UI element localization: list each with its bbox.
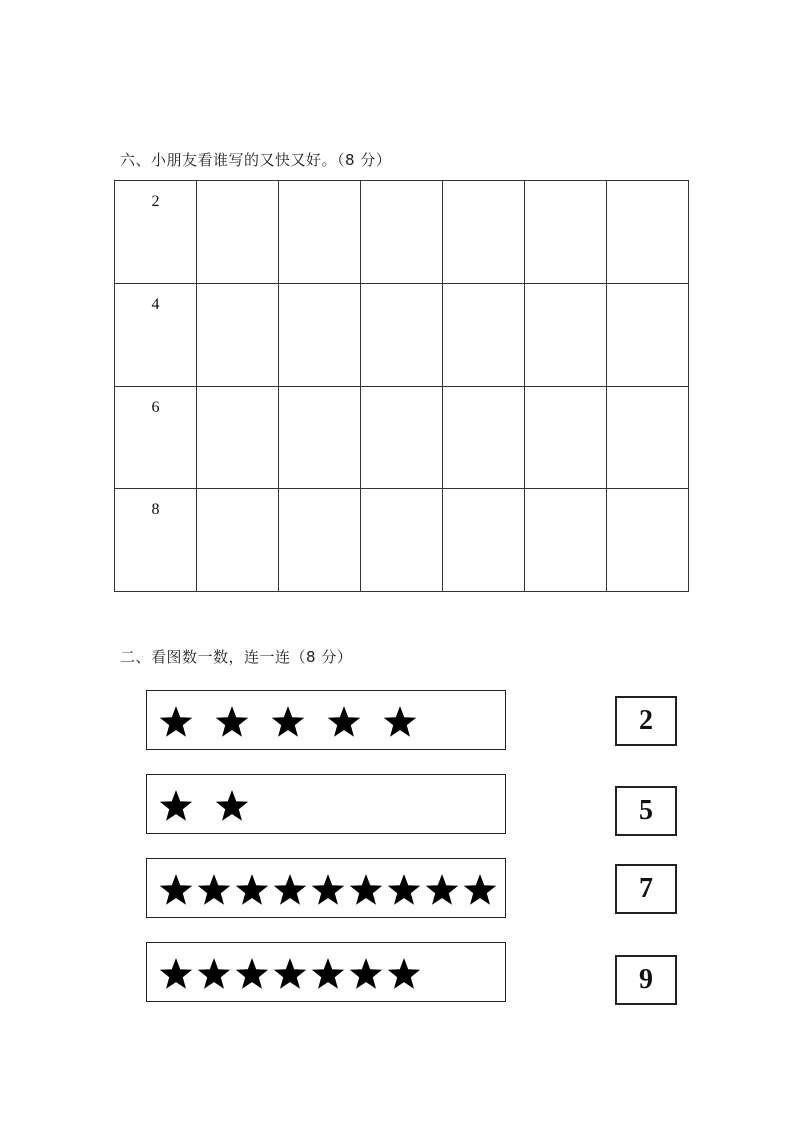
star-icon [350,958,382,989]
writing-cell[interactable] [361,489,443,592]
grid-number: 4 [151,295,160,313]
star-icon [388,874,420,905]
writing-cell[interactable] [525,386,607,489]
writing-cell[interactable] [197,283,279,386]
writing-cell[interactable] [607,386,689,489]
answer-number-box[interactable]: 2 [615,696,677,746]
star-icon [160,874,192,905]
grid-row [115,489,689,592]
star-icon [464,874,496,905]
writing-cell[interactable] [197,181,279,284]
section-six-title: 六、小朋友看谁写的又快又好。（8 分） [120,151,392,169]
writing-cell[interactable] [279,283,361,386]
star-icon [198,874,230,905]
writing-cell[interactable] [607,283,689,386]
writing-cell[interactable] [443,181,525,284]
star-icon [274,874,306,905]
star-icon [236,874,268,905]
star-group-box[interactable] [146,774,506,834]
writing-cell[interactable] [197,489,279,592]
star-icon [160,790,192,821]
writing-cell[interactable] [279,181,361,284]
star-icon [312,874,344,905]
star-icon [216,706,248,737]
writing-cell[interactable] [525,489,607,592]
star-icon [160,958,192,989]
star-icon [216,790,248,821]
answer-number-box[interactable]: 5 [615,786,677,836]
grid-number-cell [115,181,197,284]
star-icon [274,958,306,989]
star-group-svg [147,944,503,1000]
star-group-svg [147,692,503,748]
writing-cell[interactable] [443,489,525,592]
writing-cell[interactable] [361,283,443,386]
grid-number: 8 [151,501,160,519]
writing-cell[interactable] [443,283,525,386]
star-group-box[interactable] [146,858,506,918]
star-icon [328,706,360,737]
writing-cell[interactable] [361,386,443,489]
writing-cell[interactable] [443,386,525,489]
grid-row [115,283,689,386]
star-group-box[interactable] [146,690,506,750]
writing-practice-grid [114,180,689,592]
star-icon [236,958,268,989]
grid-number: 6 [151,398,160,416]
grid-number-cell [115,489,197,592]
writing-cell[interactable] [607,489,689,592]
star-icon [384,706,416,737]
writing-cell[interactable] [197,386,279,489]
answer-number-box[interactable]: 9 [615,955,677,1005]
writing-cell[interactable] [361,181,443,284]
grid-number-cell [115,386,197,489]
writing-cell[interactable] [279,386,361,489]
grid-row [115,181,689,284]
star-icon [426,874,458,905]
star-icon [312,958,344,989]
section-two-title: 二、看图数一数，连一连（8 分） [120,648,353,666]
star-group-svg [147,860,503,916]
writing-cell[interactable] [525,283,607,386]
star-icon [388,958,420,989]
writing-cell[interactable] [525,181,607,284]
grid-number: 2 [151,193,160,210]
star-group-svg [147,776,503,832]
star-icon [198,958,230,989]
answer-number-box[interactable]: 7 [615,864,677,914]
grid-number-cell [115,283,197,386]
grid-row [115,386,689,489]
star-icon [350,874,382,905]
star-group-box[interactable] [146,942,506,1002]
star-icon [160,706,192,737]
star-icon [272,706,304,737]
writing-cell[interactable] [279,489,361,592]
writing-cell[interactable] [607,181,689,284]
